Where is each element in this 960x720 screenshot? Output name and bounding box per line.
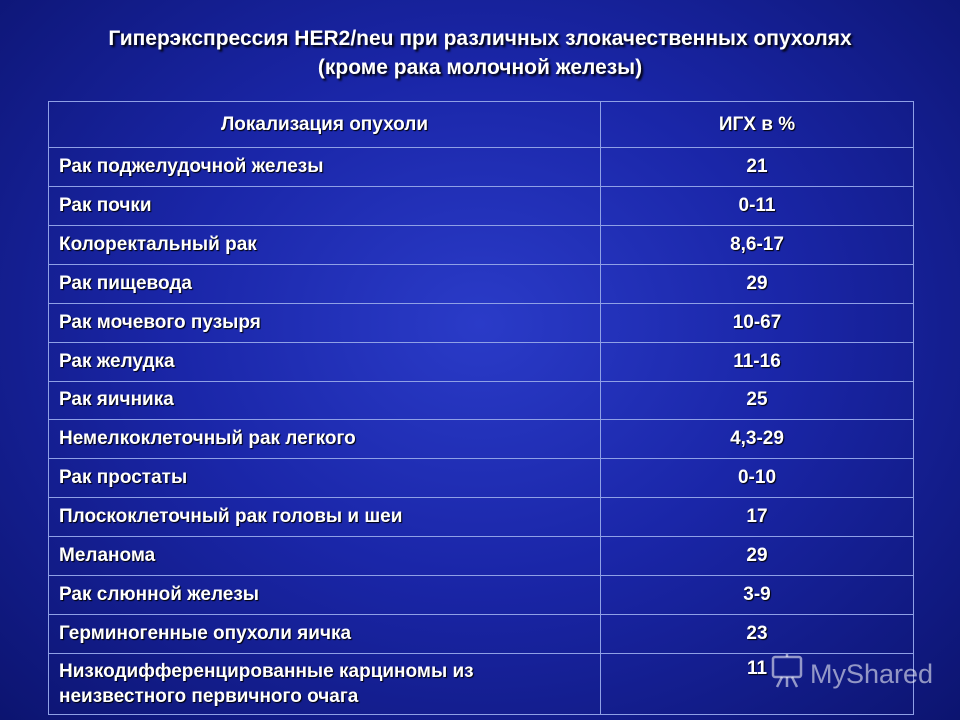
- table-row: [49, 225, 914, 264]
- table-row: [49, 498, 914, 537]
- table-row: [49, 381, 914, 420]
- table-row: [49, 186, 914, 225]
- tumor-localization: Рак пищевода: [49, 264, 601, 303]
- table-row: [49, 420, 914, 459]
- tumor-localization: Рак поджелудочной железы: [49, 148, 601, 187]
- title-line-2: (кроме рака молочной железы): [317, 56, 643, 79]
- ihc-value: 0-11: [601, 186, 914, 225]
- ihc-value: 3-9: [601, 576, 914, 615]
- ihc-value: 8,6-17: [601, 225, 914, 264]
- header-ihc-percent: ИГХ в %: [601, 102, 914, 148]
- tumor-localization: Рак мочевого пузыря: [49, 303, 601, 342]
- ihc-value: 17: [601, 498, 914, 537]
- table-row: [49, 537, 914, 576]
- table-row: [49, 148, 914, 187]
- tumor-localization: Низкодифференцированные карциномы из неизвестного первичного очага: [49, 653, 601, 714]
- tumor-localization: Рак слюнной железы: [49, 576, 601, 615]
- table-row: [49, 615, 914, 654]
- ihc-value: 29: [601, 537, 914, 576]
- tumor-localization: Рак желудка: [49, 342, 601, 381]
- ihc-value: 25: [601, 381, 914, 420]
- table-row: [49, 576, 914, 615]
- tumor-localization: Колоректальный рак: [49, 225, 601, 264]
- tumor-localization: Плоскоклеточный рак головы и шеи: [49, 498, 601, 537]
- her2-table: [48, 101, 914, 715]
- table-row: [49, 459, 914, 498]
- ihc-value: 11: [601, 653, 914, 714]
- tumor-localization: Герминогенные опухоли яичка: [49, 615, 601, 654]
- table-row: [49, 342, 914, 381]
- ihc-value: 0-10: [601, 459, 914, 498]
- header-localization: Локализация опухоли: [49, 102, 601, 148]
- ihc-value: 21: [601, 148, 914, 187]
- ihc-value: 4,3-29: [601, 420, 914, 459]
- tumor-localization: Немелкоклеточный рак легкого: [49, 420, 601, 459]
- tumor-localization: Рак яичника: [49, 381, 601, 420]
- tumor-localization: Меланома: [49, 537, 601, 576]
- presentation-board-icon: [770, 653, 804, 696]
- slide-title: [0, 24, 960, 82]
- table-row: [49, 264, 914, 303]
- table-header-row: [49, 102, 914, 148]
- ihc-value: 29: [601, 264, 914, 303]
- tumor-localization: Рак простаты: [49, 459, 601, 498]
- watermark: [770, 652, 933, 696]
- watermark-text: MyShared: [810, 658, 934, 689]
- ihc-value: 10-67: [601, 303, 914, 342]
- ihc-value: 23: [601, 615, 914, 654]
- ihc-value: 11-16: [601, 342, 914, 381]
- tumor-localization: Рак почки: [49, 186, 601, 225]
- title-line-1: Гиперэкспрессия HER2/neu при различных злокачественных опухолях: [108, 27, 852, 50]
- table-row: [49, 303, 914, 342]
